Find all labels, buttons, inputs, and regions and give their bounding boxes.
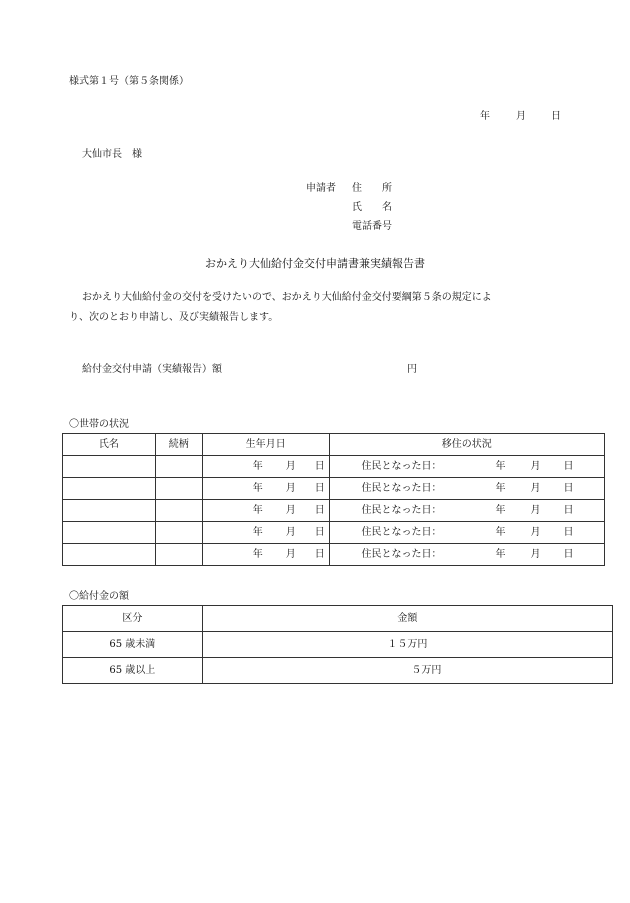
move-month-label: 月 xyxy=(530,548,541,560)
move-date-label: 住民となった日： xyxy=(361,460,442,472)
name-cell xyxy=(63,500,156,522)
move-year-label: 年 xyxy=(495,482,506,494)
dob-month-label: 月 xyxy=(285,526,296,538)
amount-cell: ５万円 xyxy=(202,658,612,684)
header-dob: 生年月日 xyxy=(202,434,329,456)
header-move-status: 移住の状況 xyxy=(329,434,604,456)
move-date-label: 住民となった日： xyxy=(361,482,442,494)
dob-year-label: 年 xyxy=(252,526,263,538)
relation-cell xyxy=(155,478,202,500)
body-line: り、次のとおり申請し、及び実績報告します。 xyxy=(69,312,279,323)
amount-unit: 円 xyxy=(407,364,417,375)
move-month-label: 月 xyxy=(530,482,541,494)
name-cell xyxy=(63,478,156,500)
move-cell xyxy=(329,478,604,500)
household-header-row xyxy=(63,434,605,456)
move-year-label: 年 xyxy=(495,460,506,472)
move-cell xyxy=(329,522,604,544)
dob-month-label: 月 xyxy=(285,548,296,560)
applicant-phone-label: 電話番号 xyxy=(352,221,392,232)
dob-day-label: 日 xyxy=(314,548,325,560)
move-day-label: 日 xyxy=(563,482,574,494)
dob-year-label: 年 xyxy=(252,482,263,494)
move-cell xyxy=(329,544,604,566)
benefit-table xyxy=(62,605,613,684)
dob-month-label: 月 xyxy=(285,482,296,494)
dob-day-label: 日 xyxy=(314,526,325,538)
dob-year-label: 年 xyxy=(252,548,263,560)
move-month-label: 月 xyxy=(530,460,541,472)
dob-month-label: 月 xyxy=(285,460,296,472)
move-year-label: 年 xyxy=(495,548,506,560)
date-day-label: 日 xyxy=(551,111,561,122)
move-cell xyxy=(329,456,604,478)
move-year-label: 年 xyxy=(495,504,506,516)
move-day-label: 日 xyxy=(563,526,574,538)
dob-cell xyxy=(202,478,329,500)
document-title: おかえり大仙給付金交付申請書兼実績報告書 xyxy=(205,257,425,270)
move-month-label: 月 xyxy=(530,504,541,516)
dob-day-label: 日 xyxy=(314,460,325,472)
dob-year-label: 年 xyxy=(252,460,263,472)
dob-cell xyxy=(202,522,329,544)
header-name: 氏名 xyxy=(63,434,156,456)
name-cell xyxy=(63,456,156,478)
dob-day-label: 日 xyxy=(314,504,325,516)
relation-cell xyxy=(155,522,202,544)
form-number: 様式第１号（第５条関係） xyxy=(69,76,189,87)
table-row xyxy=(63,632,613,658)
move-cell xyxy=(329,500,604,522)
dob-cell xyxy=(202,456,329,478)
relation-cell xyxy=(155,456,202,478)
move-date-label: 住民となった日： xyxy=(361,526,442,538)
table-row xyxy=(63,522,605,544)
relation-cell xyxy=(155,544,202,566)
move-day-label: 日 xyxy=(563,504,574,516)
move-date-label: 住民となった日： xyxy=(361,504,442,516)
header-category: 区分 xyxy=(63,606,203,632)
body-line: おかえり大仙給付金の交付を受けたいので、おかえり大仙給付金交付要綱第５条の規定によ xyxy=(82,292,492,303)
benefit-header-row xyxy=(63,606,613,632)
table-row xyxy=(63,478,605,500)
table-row xyxy=(63,456,605,478)
move-day-label: 日 xyxy=(563,548,574,560)
date-year-label: 年 xyxy=(480,111,490,122)
amount-cell: １５万円 xyxy=(202,632,612,658)
header-amount: 金額 xyxy=(202,606,612,632)
applicant-name-label: 氏 名 xyxy=(352,202,392,213)
dob-month-label: 月 xyxy=(285,504,296,516)
applicant-address-label: 住 所 xyxy=(352,183,392,194)
relation-cell xyxy=(155,500,202,522)
dob-year-label: 年 xyxy=(252,504,263,516)
name-cell xyxy=(63,544,156,566)
dob-cell xyxy=(202,544,329,566)
move-month-label: 月 xyxy=(530,526,541,538)
applicant-label: 申請者 xyxy=(306,183,336,194)
date-month-label: 月 xyxy=(516,111,526,122)
category-cell: 65 歳未満 xyxy=(63,632,203,658)
dob-day-label: 日 xyxy=(314,482,325,494)
benefit-heading: 〇給付金の額 xyxy=(69,591,129,602)
table-row xyxy=(63,658,613,684)
move-date-label: 住民となった日： xyxy=(361,548,442,560)
dob-cell xyxy=(202,500,329,522)
move-day-label: 日 xyxy=(563,460,574,472)
household-heading: 〇世帯の状況 xyxy=(69,419,129,430)
category-cell: 65 歳以上 xyxy=(63,658,203,684)
household-table xyxy=(62,433,605,566)
name-cell xyxy=(63,522,156,544)
move-year-label: 年 xyxy=(495,526,506,538)
table-row xyxy=(63,500,605,522)
amount-label: 給付金交付申請（実績報告）額 xyxy=(82,364,222,375)
header-relation: 続柄 xyxy=(155,434,202,456)
addressee: 大仙市長 様 xyxy=(82,149,142,160)
table-row xyxy=(63,544,605,566)
